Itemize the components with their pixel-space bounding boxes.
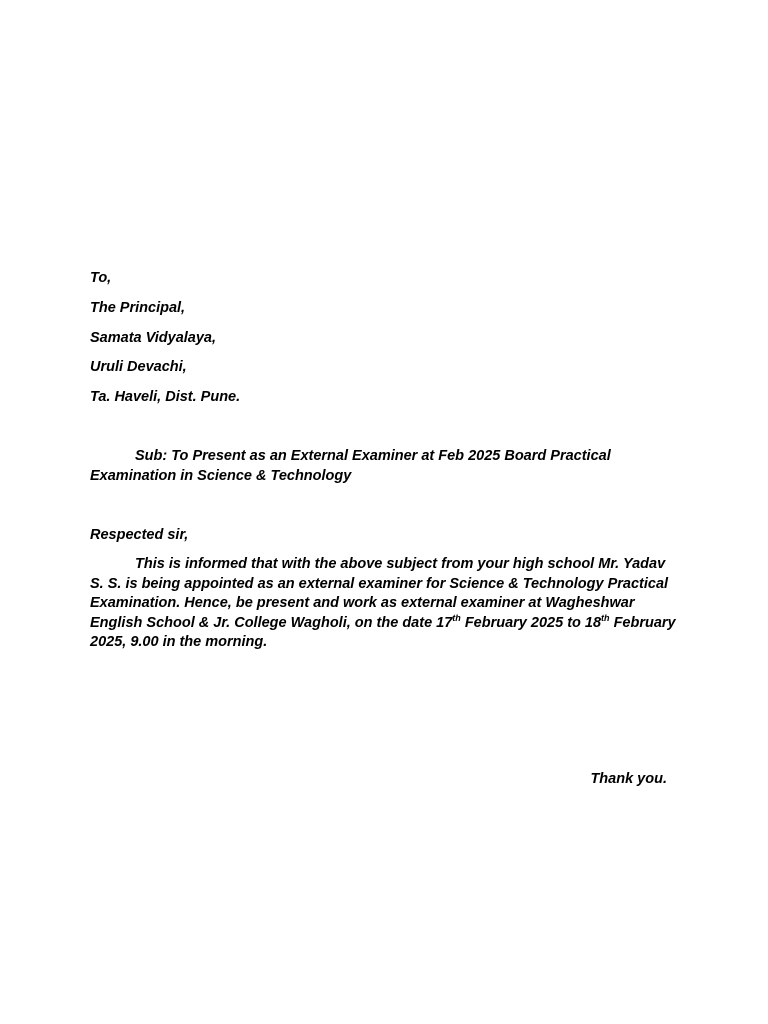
address-village-line: Uruli Devachi, <box>90 359 187 375</box>
address-recipient-line: The Principal, <box>90 300 186 316</box>
address-to-line: To, <box>90 270 112 286</box>
body-paragraph <box>90 555 680 653</box>
closing-line: Thank you. <box>590 771 667 787</box>
salutation: Respected sir, <box>90 527 189 543</box>
ordinal-suffix-1: th <box>452 612 461 623</box>
ordinal-suffix-2: th <box>601 612 610 623</box>
body-text-part-1: This is informed that with the above subject from your high school Mr. Yadav S. S. is being appointed as an external examiner for Science & Technology Practical Examination. Hence, be present and work as external examiner at Wagheshwar English School & Jr. College Wagholi, on the date 17 <box>90 556 669 631</box>
address-school-line: Samata Vidyalaya, <box>90 330 217 346</box>
body-text-part-3: February 2025, 9.00 in the morning. <box>90 614 676 650</box>
body-text-part-2: February 2025 to 18 <box>460 614 602 631</box>
address-district-line: Ta. Haveli, Dist. Pune. <box>90 389 241 405</box>
subject-text: Sub: To Present as an External Examiner at Feb 2025 Board Practical Examination in Science & Technology <box>90 448 611 484</box>
subject-line <box>90 447 676 486</box>
